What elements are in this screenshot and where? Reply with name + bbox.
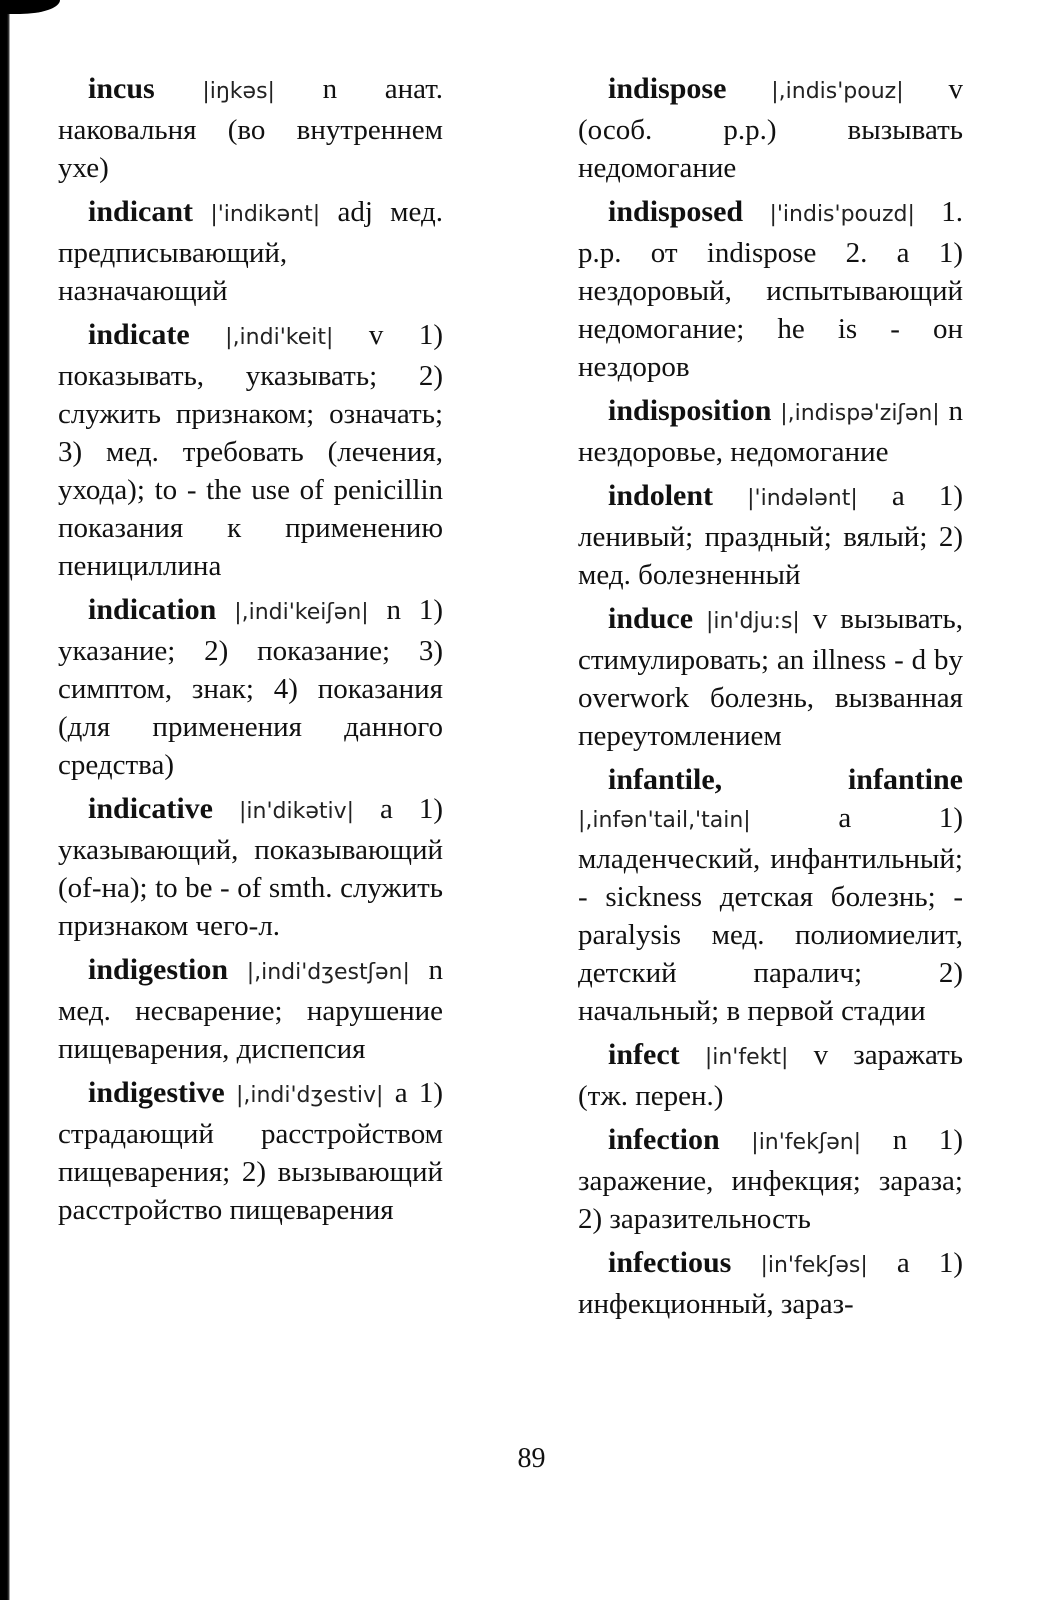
headword: indigestion [88,953,229,986]
right-column [578,70,963,1329]
dictionary-entry [578,600,963,755]
definition: n 1) указание; 2) показание; 3) симптом, знак; 4) показания (для применения данного средства) [58,594,443,781]
transcription: |in'dju:s| [706,609,800,634]
transcription: |,indi'dʒestiv| [235,1083,384,1108]
definition: a 1) страдающий расстройством пищеварения; 2) вызывающий расстройство пищеварения [58,1077,444,1226]
headword: indispose [608,72,727,105]
transcription: |in'dikətiv| [238,799,355,824]
dictionary-entry [578,1244,963,1323]
definition: a 1) ленивый; праздный; вялый; 2) мед. болезненный [578,480,963,591]
definition: n мед. несварение; нарушение пищеварения, диспепсия [58,954,443,1065]
transcription: |'indis'pouzd| [769,202,915,227]
definition: a 1) указывающий, показывающий (of-на); to be - of smth. служить признаком чего-л. [58,793,444,942]
dictionary-entry [578,392,963,471]
dictionary-entry [58,951,443,1068]
dictionary-entry [578,70,963,187]
headword: indicative [88,792,213,825]
transcription: |iŋkəs| [202,79,275,104]
headword: incus [88,72,155,105]
definition: v заражать (тж. перен.) [578,1039,963,1112]
definition: v вызывать, стимулировать; an illness - d by overwork болезнь, вызванная переутомлением [578,603,964,752]
dictionary-entry [58,70,443,187]
definition: v (особ. p.p.) вызывать недомогание [578,73,963,184]
definition: v 1) показывать, указывать; 2) служить признаком; означать; 3) мед. требовать (лечения, ухода); to - the use of penicillin показания к применению пенициллина [58,319,444,582]
dictionary-entry [58,790,443,945]
dictionary-entry [578,1036,963,1115]
transcription: |,indispə'ziʃən| [780,401,940,426]
transcription: |in'fekt| [704,1045,789,1070]
page-edge-shadow [0,0,10,1600]
transcription: |,indi'dʒestʃən| [246,960,410,985]
headword: indicant [88,195,194,228]
transcription: |,infən'tail,'tain| [578,808,751,833]
transcription: |in'fekʃən| [751,1130,862,1155]
definition: n нездоровье, недомогание [578,395,964,468]
dictionary-entry [578,1121,963,1238]
transcription: |in'fekʃəs| [760,1253,868,1278]
headword: indication [88,593,217,626]
dictionary-entry [58,591,443,784]
headword: indolent [608,479,714,512]
headword: infect [608,1038,680,1071]
definition: n анат. наковальня (во внутреннем ухе) [58,73,443,184]
transcription: |'indələnt| [747,486,858,511]
definition: 1. p.p. от indispose 2. a 1) нездоровый, испытывающий недомогание; he is - он нездоров [578,196,964,383]
headword: indigestive [88,1076,225,1109]
definition: adj мед. предписывающий, назначающий [58,196,444,307]
definition: a 1) младенческий, инфантильный; - sickness детская болезнь; - paralysis мед. полиомиелит, детский паралич; 2) начальный; в первой стадии [578,802,963,1027]
definition: n 1) заражение, инфекция; зараза; 2) заразительность [578,1124,964,1235]
transcription: |'indikənt| [210,202,321,227]
headword: indisposed [608,195,744,228]
headword: infection [608,1123,720,1156]
headword: infantile, infantine [608,763,963,796]
page-number: 89 [517,1443,546,1474]
dictionary-entry [578,477,963,594]
definition: a 1) инфекционный, зараз- [578,1247,964,1320]
left-column [58,70,443,1235]
headword: indicate [88,318,190,351]
transcription: |,indis'pouz| [771,79,904,104]
headword: indisposition [608,394,772,427]
dictionary-entry [58,193,443,310]
transcription: |,indi'keit| [225,325,334,350]
headword: infectious [608,1246,732,1279]
transcription: |,indi'keiʃən| [234,600,369,625]
headword: induce [608,602,694,635]
dictionary-entry [58,316,443,585]
dictionary-entry [578,193,963,386]
dictionary-entry [578,761,963,1030]
dictionary-entry [58,1074,443,1229]
page-corner-shadow [0,0,60,14]
